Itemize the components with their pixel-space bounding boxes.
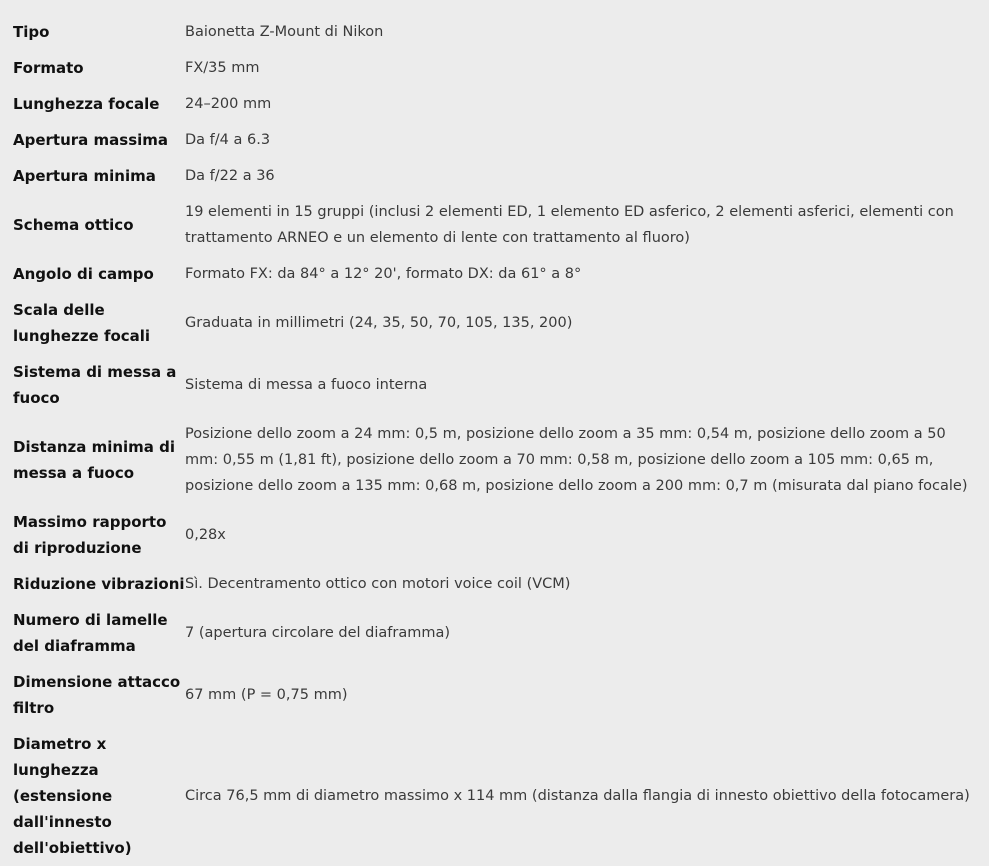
spec-label: Massimo rapporto di riproduzione — [13, 513, 167, 557]
spec-row-lamelle-diaframma — [13, 602, 979, 664]
spec-value: Formato FX: da 84° a 12° 20', formato DX: da 61° a 8° — [185, 266, 582, 282]
spec-row-tipo — [13, 14, 979, 50]
spec-row-scala-lunghezze-focali — [13, 292, 979, 354]
spec-value: 24–200 mm — [185, 96, 272, 112]
spec-value: 19 elementi in 15 gruppi (inclusi 2 elementi ED, 1 elemento ED asferico, 2 elementi asferici, elementi con trattamento ARNEO e un elemento di lente con trattamento al fluoro) — [185, 204, 954, 246]
spec-row-apertura-massima — [13, 122, 979, 158]
spec-value: 0,28x — [185, 527, 226, 543]
spec-row-distanza-minima — [13, 416, 979, 504]
spec-label: Apertura minima — [13, 167, 156, 185]
spec-value: Da f/22 a 36 — [185, 168, 275, 184]
spec-value: Baionetta Z-Mount di Nikon — [185, 24, 384, 40]
spec-value: Circa 76,5 mm di diametro massimo x 114 mm (distanza dalla flangia di innesto obiettivo della fotocamera) — [185, 788, 970, 804]
spec-value: Graduata in millimetri (24, 35, 50, 70, 105, 135, 200) — [185, 315, 573, 331]
spec-label: Schema ottico — [13, 216, 134, 234]
specifications-table — [13, 14, 979, 866]
spec-row-apertura-minima — [13, 158, 979, 194]
spec-label: Numero di lamelle del diaframma — [13, 611, 168, 655]
spec-row-angolo-di-campo — [13, 256, 979, 292]
spec-label: Riduzione vibrazioni — [13, 575, 185, 593]
spec-row-riduzione-vibrazioni — [13, 566, 979, 602]
spec-label: Sistema di messa a fuoco — [13, 363, 177, 407]
spec-label: Diametro x lunghezza (estensione dall'innesto dell'obiettivo) — [13, 735, 132, 857]
spec-label: Formato — [13, 59, 84, 77]
spec-value: Sistema di messa a fuoco interna — [185, 377, 428, 393]
spec-row-schema-ottico — [13, 194, 979, 256]
spec-value: 7 (apertura circolare del diaframma) — [185, 625, 450, 641]
spec-value: Posizione dello zoom a 24 mm: 0,5 m, posizione dello zoom a 35 mm: 0,54 m, posizione dello zoom a 50 mm: 0,55 m (1,81 ft), posizione dello zoom a 70 mm: 0,58 m, posizione dello zoom a 105 mm: 0,65 m, posizione dello zoom a 135 mm: 0,68 m, posizione dello zoom a 200 mm: 0,7 m (misurata dal piano focale) — [185, 426, 968, 494]
spec-label: Lunghezza focale — [13, 95, 160, 113]
spec-label: Dimensione attacco filtro — [13, 673, 181, 717]
spec-row-lunghezza-focale — [13, 86, 979, 122]
spec-label: Scala delle lunghezze focali — [13, 301, 151, 345]
spec-value: FX/35 mm — [185, 60, 260, 76]
spec-row-diametro-lunghezza — [13, 726, 979, 866]
spec-value: Da f/4 a 6.3 — [185, 132, 271, 148]
spec-label: Apertura massima — [13, 131, 169, 149]
spec-value: 67 mm (P = 0,75 mm) — [185, 687, 348, 703]
spec-row-formato — [13, 50, 979, 86]
spec-label: Angolo di campo — [13, 265, 154, 283]
spec-value: Sì. Decentramento ottico con motori voice coil (VCM) — [185, 576, 571, 592]
spec-row-attacco-filtro — [13, 664, 979, 726]
spec-row-rapporto-riproduzione — [13, 504, 979, 566]
spec-label: Tipo — [13, 23, 50, 41]
spec-row-sistema-messa-a-fuoco — [13, 354, 979, 416]
spec-label: Distanza minima di messa a fuoco — [13, 438, 176, 482]
